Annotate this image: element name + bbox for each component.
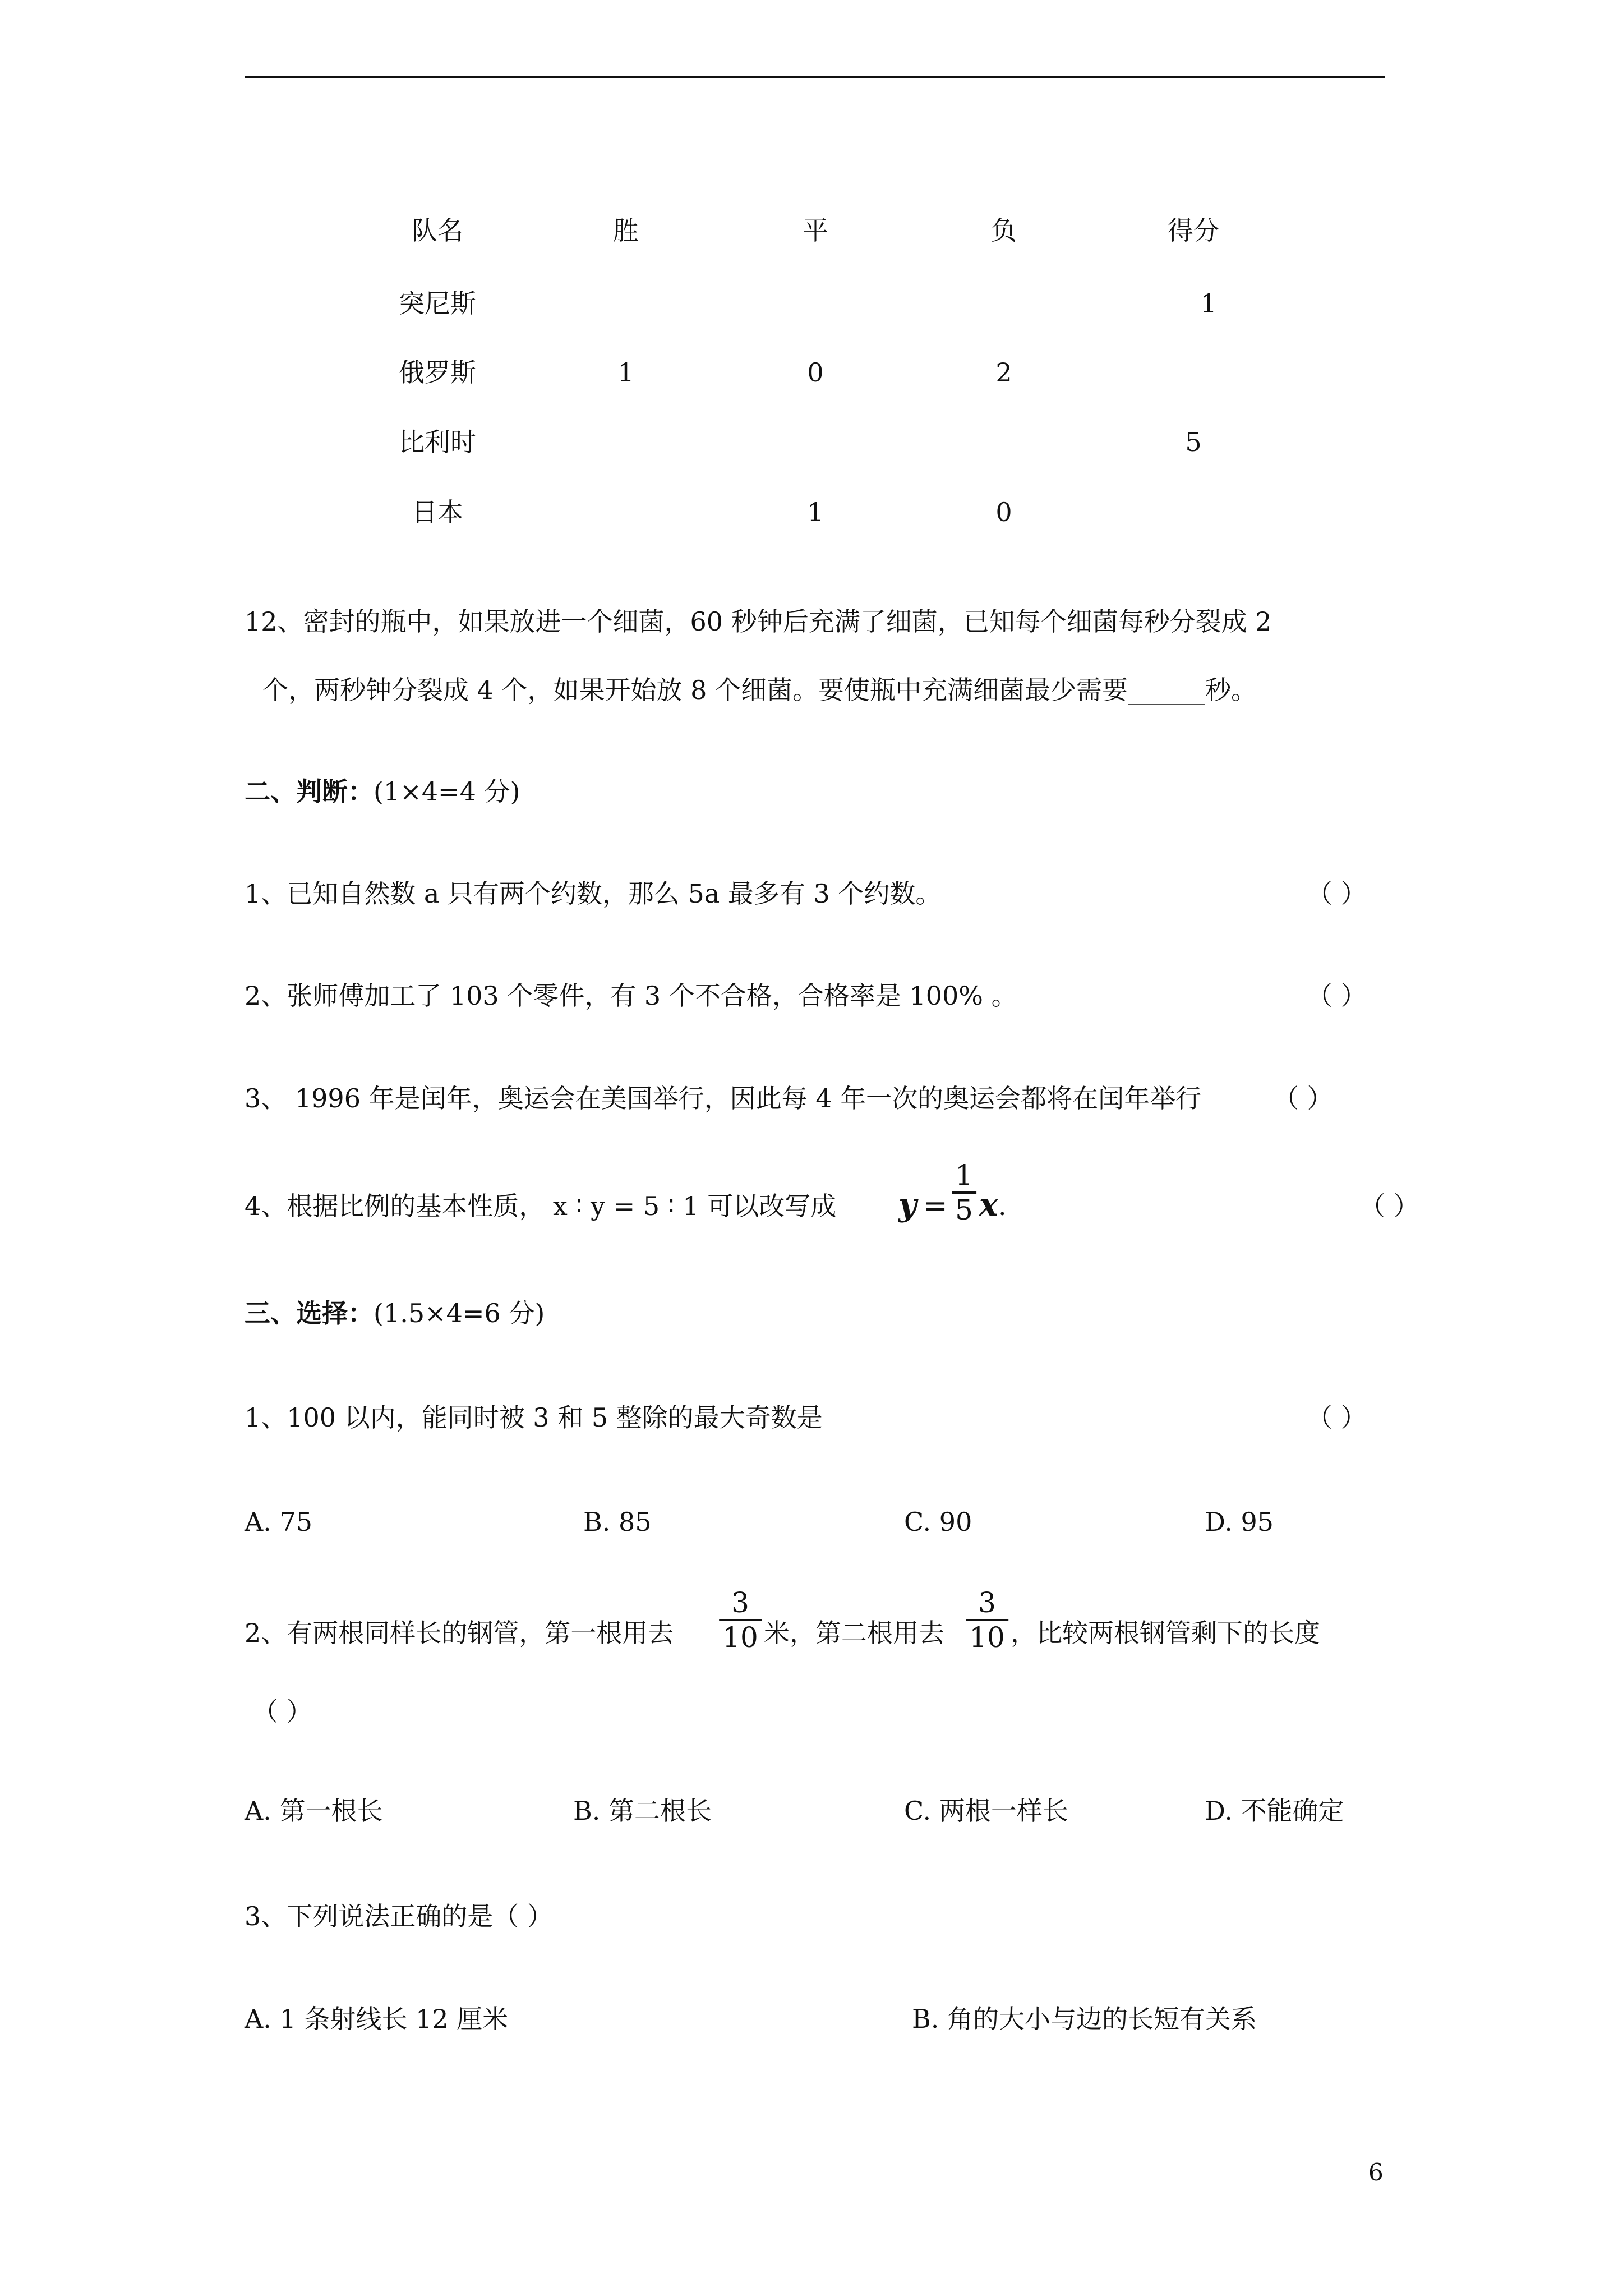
fraction-one-fifth (952, 1161, 976, 1224)
choice-q3: 3、下列说法正确的是（ ） (245, 1901, 553, 1931)
table-cell: 1 (1200, 288, 1217, 319)
fraction-denominator: 10 (966, 1619, 1008, 1651)
table-header-cell: 平 (803, 215, 828, 246)
table-cell: 比利时 (399, 427, 476, 457)
fraction-three-tenths (966, 1586, 1008, 1654)
q2-option-c: C. 两根一样长 (904, 1796, 1068, 1826)
table-header-cell: 胜 (613, 215, 639, 246)
judge-item-4: 4、根据比例的基本性质， x ∶ y = 5 ∶ 1 可以改写成 (245, 1191, 837, 1221)
q2-option-d: D. 不能确定 (1205, 1796, 1344, 1826)
section2-heading (245, 776, 520, 807)
q12-line2: 个，两秒钟分裂成 4 个，如果开始放 8 个细菌。要使瓶中充满细菌最少需要______秒。 (262, 675, 1257, 705)
fraction-three-tenths (719, 1586, 762, 1654)
header-rule (245, 76, 1385, 78)
section3-heading (245, 1300, 545, 1326)
equation-period: . (998, 1191, 1007, 1221)
section2-score: (1×4=4 分) (374, 776, 520, 807)
judge-item-1: 1、已知自然数 a 只有两个约数，那么 5a 最多有 3 个约数。 (245, 878, 942, 909)
fraction-denominator: 5 (952, 1191, 976, 1224)
choice-q2-part1: 2、有两根同样长的钢管，第一根用去 (245, 1618, 674, 1648)
q2-option-a: A. 第一根长 (245, 1796, 383, 1826)
q3-option-a: A. 1 条射线长 12 厘米 (245, 2004, 509, 2034)
q2-option-b: B. 第二根长 (573, 1796, 712, 1826)
answer-blank: （ ） (1307, 1402, 1367, 1433)
answer-blank: （ ） (1307, 981, 1367, 1011)
table-cell: 突尼斯 (399, 288, 476, 319)
q1-option-b: B. 85 (583, 1507, 652, 1537)
fraction-numerator: 3 (731, 1586, 749, 1619)
equation-x: x (979, 1186, 998, 1223)
fraction-denominator: 10 (719, 1619, 762, 1651)
choice-q2-part3: ，比较两根钢管剩下的长度 (1011, 1618, 1320, 1648)
fraction-numerator: 3 (978, 1586, 996, 1619)
table-cell: 0 (807, 357, 824, 388)
table-cell: 俄罗斯 (399, 357, 476, 388)
answer-blank: （ ） (1273, 1083, 1333, 1114)
page-number: 6 (1368, 2159, 1384, 2186)
choice-q2-part2: 米，第二根用去 (764, 1618, 944, 1648)
q12-line1: 12、密封的瓶中，如果放进一个细菌，60 秒钟后充满了细菌，已知每个细菌每秒分裂成 2 (245, 606, 1272, 637)
answer-blank: （ ） (252, 1696, 312, 1727)
table-cell: 2 (995, 357, 1012, 388)
q1-option-c: C. 90 (904, 1507, 972, 1537)
section3-score: (1.5×4=6 分) (374, 1298, 545, 1328)
equation-equals: = (923, 1189, 948, 1223)
choice-q1: 1、100 以内，能同时被 3 和 5 整除的最大奇数是 (245, 1402, 823, 1433)
answer-blank: （ ） (1359, 1191, 1419, 1221)
table-cell: 1 (807, 497, 824, 527)
table-cell: 0 (995, 497, 1012, 527)
section2-title: 二、判断： (245, 776, 374, 807)
table-header-cell: 得分 (1168, 215, 1219, 246)
table-header-cell: 负 (991, 215, 1017, 246)
fraction-numerator: 1 (955, 1159, 973, 1191)
q1-option-d: D. 95 (1205, 1507, 1274, 1537)
table-header-cell: 队名 (412, 215, 463, 246)
judge-item-3: 3、 1996 年是闰年，奥运会在美国举行，因此每 4 年一次的奥运会都将在闰年举行 (245, 1083, 1202, 1114)
equation-y: y (898, 1186, 917, 1223)
table-cell: 1 (617, 357, 634, 388)
q3-option-b: B. 角的大小与边的长短有关系 (912, 2004, 1257, 2034)
table-cell: 日本 (412, 497, 463, 527)
table-cell: 5 (1185, 427, 1202, 457)
answer-blank: （ ） (1307, 878, 1367, 909)
q1-option-a: A. 75 (245, 1507, 312, 1537)
section3-title: 三、选择： (245, 1298, 374, 1328)
judge-item-2: 2、张师傅加工了 103 个零件，有 3 个不合格，合格率是 100% 。 (245, 981, 1017, 1011)
